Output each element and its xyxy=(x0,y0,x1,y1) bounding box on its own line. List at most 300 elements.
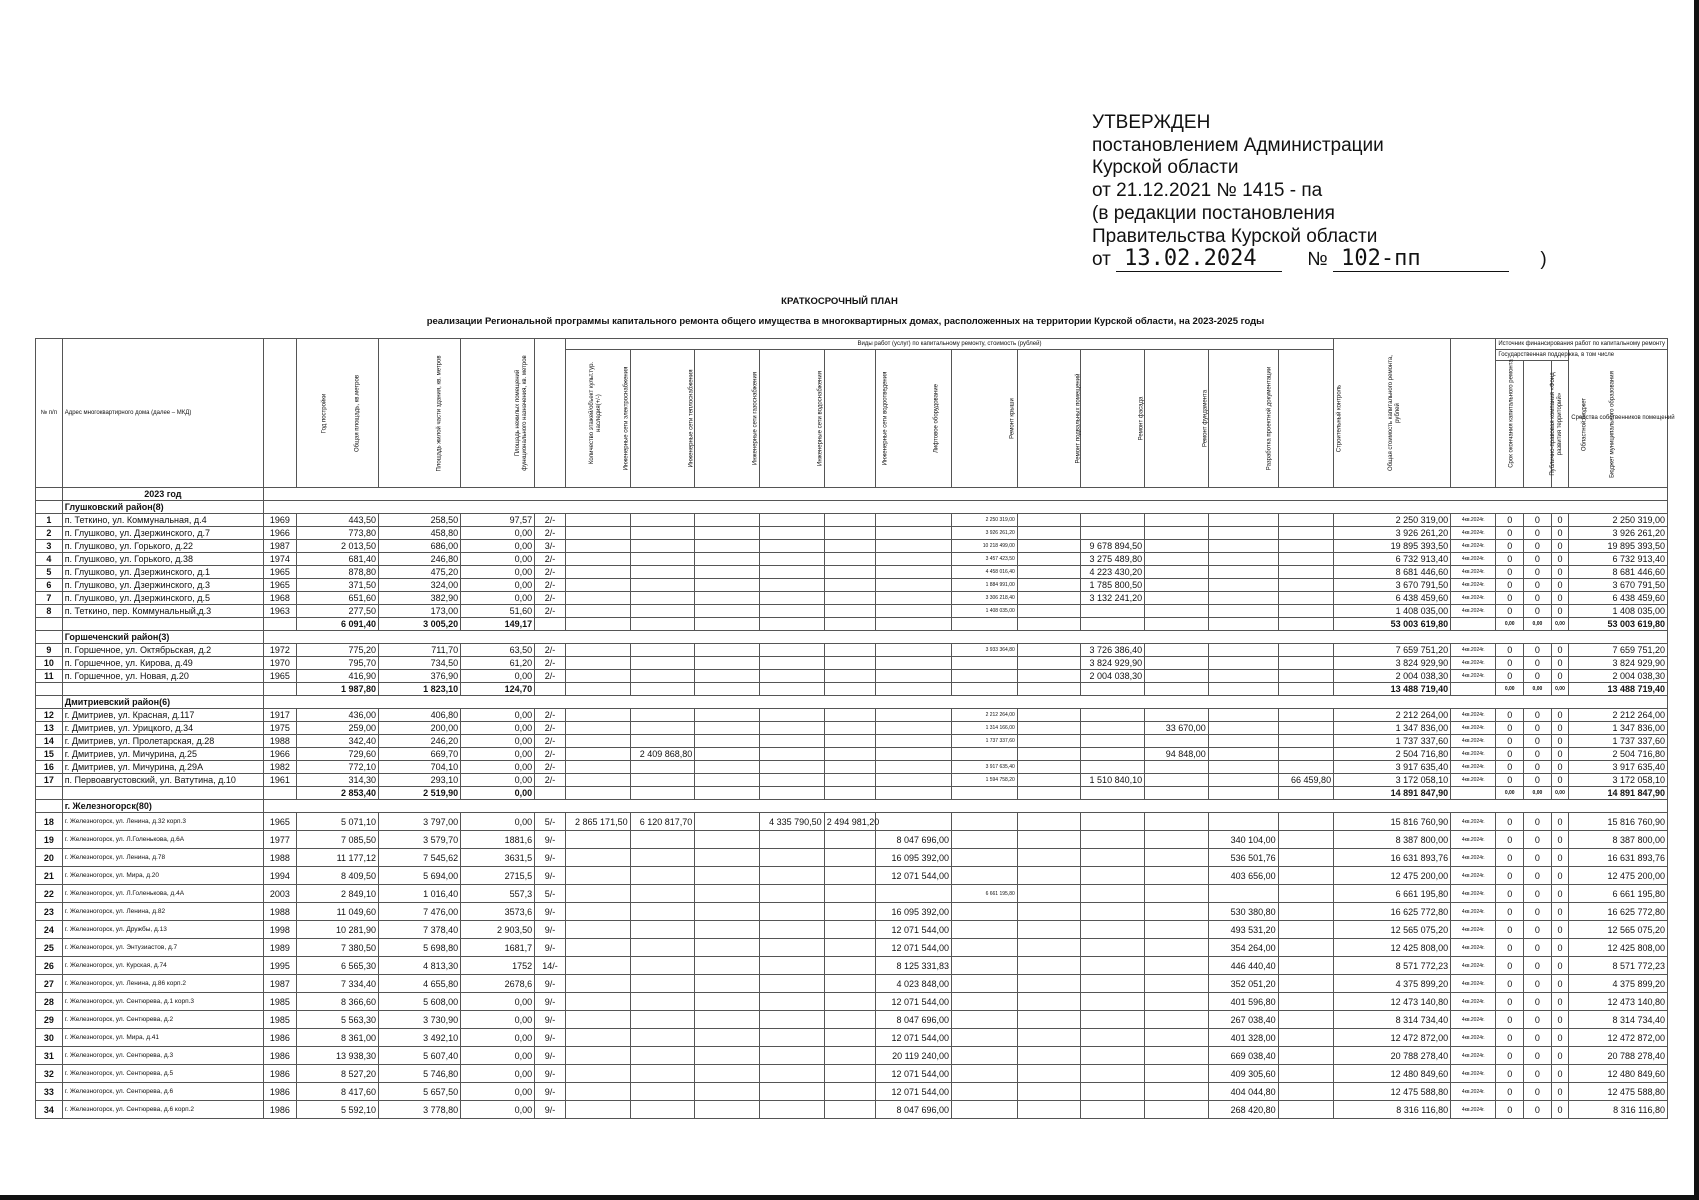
total-f2: 0,00 xyxy=(1524,683,1552,696)
empty-cell xyxy=(824,553,875,566)
empty-cell xyxy=(952,921,1018,939)
empty-cell xyxy=(1145,1047,1209,1065)
cell-area: 371,50 xyxy=(296,579,378,592)
cell-nonres: 557,3 xyxy=(461,885,535,903)
cell-f1: 0 xyxy=(1496,514,1524,527)
cell-year: 1989 xyxy=(263,939,296,957)
empty-cell xyxy=(695,867,760,885)
cell-area: 878,80 xyxy=(296,566,378,579)
cell-f2: 0 xyxy=(1524,1101,1552,1119)
empty-cell xyxy=(1145,787,1209,800)
cell-year: 1986 xyxy=(263,1083,296,1101)
cell-facade: 1 510 840,10 xyxy=(1081,774,1145,787)
empty-cell xyxy=(565,903,630,921)
cell-nonres: 0,00 xyxy=(461,566,535,579)
cell-own: 2 250 319,00 xyxy=(1569,514,1668,527)
cell-live: 669,70 xyxy=(379,748,461,761)
cell-f3: 0 xyxy=(1551,514,1568,527)
table-row xyxy=(36,1101,1668,1119)
cell-f2: 0 xyxy=(1524,748,1552,761)
empty-cell xyxy=(695,514,760,527)
cell-nonres: 0,00 xyxy=(461,579,535,592)
cell-addr: г. Железногорск, ул. Курская, д.74 xyxy=(62,957,263,975)
empty-cell xyxy=(1278,939,1333,957)
cell-f2: 0 xyxy=(1524,566,1552,579)
cell-area: 11 049,60 xyxy=(296,903,378,921)
cell-design: 536 501,76 xyxy=(1208,849,1278,867)
cell-f2: 0 xyxy=(1524,540,1552,553)
empty-cell xyxy=(695,849,760,867)
cell-own: 12 475 588,80 xyxy=(1569,1083,1668,1101)
empty-cell xyxy=(1017,527,1081,540)
empty-cell xyxy=(824,709,875,722)
empty-cell xyxy=(1145,579,1209,592)
empty-cell xyxy=(1017,748,1081,761)
cell-live: 200,00 xyxy=(379,722,461,735)
empty-cell xyxy=(565,975,630,993)
empty-cell xyxy=(630,1011,695,1029)
cell-addr: г. Железногорск, ул. Сентюрева, д.6 xyxy=(62,1083,263,1101)
empty-cell xyxy=(1017,1029,1081,1047)
empty-cell xyxy=(630,657,695,670)
cell-total: 7 659 751,20 xyxy=(1334,644,1451,657)
cell-f2: 0 xyxy=(1524,957,1552,975)
cell-area: 8 366,60 xyxy=(296,993,378,1011)
empty-cell xyxy=(1208,761,1278,774)
cell-area: 314,30 xyxy=(296,774,378,787)
empty-cell xyxy=(1208,813,1278,831)
cell-total: 4 375 899,20 xyxy=(1334,975,1451,993)
empty-cell xyxy=(876,605,952,618)
empty-cell xyxy=(876,566,952,579)
total-f1: 0,00 xyxy=(1496,787,1524,800)
empty-cell xyxy=(630,1047,695,1065)
empty-cell xyxy=(760,831,825,849)
empty-cell xyxy=(876,644,952,657)
cell-year: 1994 xyxy=(263,867,296,885)
cell-area: 13 938,30 xyxy=(296,1047,378,1065)
cell-year: 1986 xyxy=(263,1065,296,1083)
empty-cell xyxy=(630,579,695,592)
cell-n: 7 xyxy=(36,592,63,605)
empty-cell xyxy=(1017,618,1081,631)
cell-live: 406,80 xyxy=(379,709,461,722)
empty-cell xyxy=(565,993,630,1011)
empty-cell xyxy=(952,657,1018,670)
cell-area: 5 071,10 xyxy=(296,813,378,831)
cell-f2: 0 xyxy=(1524,903,1552,921)
empty-cell xyxy=(630,975,695,993)
empty-cell xyxy=(760,514,825,527)
col-heat: Инженерные сети теплоснабжения xyxy=(630,350,695,488)
cell-year: 1987 xyxy=(263,975,296,993)
cell-nonres: 0,00 xyxy=(461,1029,535,1047)
col-address: Адрес многоквартирного дома (далее – МКД) xyxy=(62,339,263,488)
empty-cell xyxy=(565,579,630,592)
empty-cell xyxy=(952,1011,1018,1029)
empty-cell xyxy=(565,885,630,903)
empty-cell xyxy=(1081,514,1145,527)
empty-cell xyxy=(1145,761,1209,774)
cell-roof: 3 917 635,40 xyxy=(952,761,1018,774)
empty-cell xyxy=(1451,787,1496,800)
cell-nonres: 0,00 xyxy=(461,553,535,566)
empty-cell xyxy=(1278,566,1333,579)
cell-roof: 3 306 218,40 xyxy=(952,592,1018,605)
cell-dl: 4кв.2024г. xyxy=(1451,885,1496,903)
empty-cell xyxy=(1145,867,1209,885)
cell-lift: 12 071 544,00 xyxy=(876,867,952,885)
cell-fl: 2/- xyxy=(535,774,566,787)
cell-roof: 1 594 758,20 xyxy=(952,774,1018,787)
empty-cell xyxy=(876,670,952,683)
empty-cell xyxy=(630,644,695,657)
empty-cell xyxy=(565,592,630,605)
empty-cell xyxy=(952,957,1018,975)
cell-lift: 8 125 331,83 xyxy=(876,957,952,975)
cell-year: 1974 xyxy=(263,553,296,566)
cell-area: 7 380,50 xyxy=(296,939,378,957)
empty-cell xyxy=(565,849,630,867)
cell-nonres: 0,00 xyxy=(461,670,535,683)
empty-cell xyxy=(1081,975,1145,993)
cell-nonres: 63,50 xyxy=(461,644,535,657)
empty-cell xyxy=(695,1065,760,1083)
cell-nonres: 0,00 xyxy=(461,761,535,774)
empty-cell xyxy=(1145,566,1209,579)
cell-year: 1963 xyxy=(263,605,296,618)
empty-cell xyxy=(1081,903,1145,921)
empty-cell xyxy=(565,1083,630,1101)
table-row xyxy=(36,540,1668,553)
empty-cell xyxy=(1208,553,1278,566)
cell-year: 1986 xyxy=(263,1101,296,1119)
cell-area: 7 085,50 xyxy=(296,831,378,849)
empty-cell xyxy=(760,1047,825,1065)
empty-cell xyxy=(630,774,695,787)
empty-cell xyxy=(760,579,825,592)
approval-line: от 21.12.2021 № 1415 - па xyxy=(1092,180,1323,202)
cell-f1: 0 xyxy=(1496,1011,1524,1029)
empty-cell xyxy=(630,592,695,605)
empty-cell xyxy=(695,527,760,540)
cell-n: 23 xyxy=(36,903,63,921)
cell-year: 1965 xyxy=(263,670,296,683)
cell-live: 5 694,00 xyxy=(379,867,461,885)
cell-live: 5 608,00 xyxy=(379,993,461,1011)
cell-roof: 3 926 261,20 xyxy=(952,527,1018,540)
empty-cell xyxy=(1208,644,1278,657)
cell-f1: 0 xyxy=(1496,566,1524,579)
cell-f3: 0 xyxy=(1551,921,1568,939)
cell-facade: 3 726 386,40 xyxy=(1081,644,1145,657)
cell-dl: 4кв.2024г. xyxy=(1451,1047,1496,1065)
cell-f2: 0 xyxy=(1524,657,1552,670)
empty-cell xyxy=(565,735,630,748)
cell-fl: 2/- xyxy=(535,553,566,566)
empty-cell xyxy=(1278,975,1333,993)
empty-cell xyxy=(565,921,630,939)
cell-year: 1961 xyxy=(263,774,296,787)
cell-total: 12 480 849,60 xyxy=(1334,1065,1451,1083)
cell-n: 11 xyxy=(36,670,63,683)
empty-cell xyxy=(630,527,695,540)
empty-cell xyxy=(1278,1083,1333,1101)
cell-fl: 9/- xyxy=(535,975,566,993)
empty-cell xyxy=(695,540,760,553)
empty-cell xyxy=(876,761,952,774)
empty-cell xyxy=(760,867,825,885)
cell-f2: 0 xyxy=(1524,975,1552,993)
empty-cell xyxy=(630,1029,695,1047)
cell-design: 340 104,00 xyxy=(1208,831,1278,849)
cell-area: 773,80 xyxy=(296,527,378,540)
closing-bracket: ) xyxy=(1540,249,1547,271)
cell-dl: 4кв.2024г. xyxy=(1451,553,1496,566)
total-live: 1 823,10 xyxy=(379,683,461,696)
empty-cell xyxy=(36,683,63,696)
cell-f3: 0 xyxy=(1551,748,1568,761)
cell-own: 12 425 808,00 xyxy=(1569,939,1668,957)
cell-design: 404 044,80 xyxy=(1208,1083,1278,1101)
total-area: 2 853,40 xyxy=(296,787,378,800)
empty-cell xyxy=(824,849,875,867)
empty-cell xyxy=(760,670,825,683)
cell-f2: 0 xyxy=(1524,761,1552,774)
empty-cell xyxy=(824,957,875,975)
empty-cell xyxy=(876,885,952,903)
empty-cell xyxy=(565,761,630,774)
cell-dl: 4кв.2024г. xyxy=(1451,748,1496,761)
cell-own: 6 438 459,60 xyxy=(1569,592,1668,605)
table-row xyxy=(36,975,1668,993)
cell-design: 669 038,40 xyxy=(1208,1047,1278,1065)
cell-lift: 12 071 544,00 xyxy=(876,1029,952,1047)
total-own: 13 488 719,40 xyxy=(1569,683,1668,696)
empty-cell xyxy=(695,709,760,722)
cell-f2: 0 xyxy=(1524,709,1552,722)
cell-addr: г. Железногорск, ул. Сентюрева, д.2 xyxy=(62,1011,263,1029)
empty-cell xyxy=(1208,683,1278,696)
cell-facade: 2 004 038,30 xyxy=(1081,670,1145,683)
handwritten-date: 13.02.2024 xyxy=(1116,248,1282,272)
empty-cell xyxy=(1278,1101,1333,1119)
cell-f1: 0 xyxy=(1496,975,1524,993)
empty-cell xyxy=(1081,885,1145,903)
cell-live: 704,10 xyxy=(379,761,461,774)
empty-cell xyxy=(1278,921,1333,939)
empty-cell xyxy=(1208,748,1278,761)
cell-year: 1977 xyxy=(263,831,296,849)
section-name: Горшеченский район(3) xyxy=(62,631,263,644)
cell-fl: 2/- xyxy=(535,644,566,657)
cell-total: 12 475 200,00 xyxy=(1334,867,1451,885)
cell-total: 3 926 261,20 xyxy=(1334,527,1451,540)
cell-facade: 3 275 489,80 xyxy=(1081,553,1145,566)
cell-dl: 4кв.2024г. xyxy=(1451,939,1496,957)
cell-nonres: 0,00 xyxy=(461,1065,535,1083)
cell-total: 3 824 929,90 xyxy=(1334,657,1451,670)
cell-design: 493 531,20 xyxy=(1208,921,1278,939)
cell-addr: п. Глушково, ул. Горького, д.38 xyxy=(62,553,263,566)
cell-area: 2 849,10 xyxy=(296,885,378,903)
empty-cell xyxy=(263,787,296,800)
cell-f2: 0 xyxy=(1524,885,1552,903)
empty-cell xyxy=(824,761,875,774)
cell-n: 30 xyxy=(36,1029,63,1047)
empty-cell xyxy=(1208,722,1278,735)
empty-cell xyxy=(695,885,760,903)
approval-stamp xyxy=(1092,112,1547,272)
empty-cell xyxy=(695,579,760,592)
cell-live: 3 730,90 xyxy=(379,1011,461,1029)
cell-fl: 9/- xyxy=(535,1065,566,1083)
empty-cell xyxy=(695,903,760,921)
cell-f2: 0 xyxy=(1524,1011,1552,1029)
year-label: 2023 год xyxy=(62,488,263,501)
section-header xyxy=(36,800,1668,813)
total-f2: 0,00 xyxy=(1524,618,1552,631)
cell-addr: п. Глушково, ул. Дзержинского, д.3 xyxy=(62,579,263,592)
cell-year: 1965 xyxy=(263,579,296,592)
cell-f3: 0 xyxy=(1551,993,1568,1011)
cell-addr: п. Горшечное, ул. Кирова, д.49 xyxy=(62,657,263,670)
cell-addr: г. Железногорск, ул. Сентюрева, д.3 xyxy=(62,1047,263,1065)
cell-n: 13 xyxy=(36,722,63,735)
cell-f1: 0 xyxy=(1496,1029,1524,1047)
cell-live: 1 016,40 xyxy=(379,885,461,903)
cell-f3: 0 xyxy=(1551,957,1568,975)
col-no: № п/п xyxy=(36,339,63,488)
cell-f1: 0 xyxy=(1496,540,1524,553)
cell-f1: 0 xyxy=(1496,939,1524,957)
cell-dl: 4кв.2024г. xyxy=(1451,957,1496,975)
cell-f1: 0 xyxy=(1496,813,1524,831)
empty-cell xyxy=(1278,540,1333,553)
cell-fl: 9/- xyxy=(535,921,566,939)
cell-n: 18 xyxy=(36,813,63,831)
cell-own: 12 473 140,80 xyxy=(1569,993,1668,1011)
cell-area: 259,00 xyxy=(296,722,378,735)
empty-cell xyxy=(630,683,695,696)
empty-cell xyxy=(630,1101,695,1119)
empty-cell xyxy=(760,644,825,657)
empty-cell xyxy=(1081,1065,1145,1083)
cell-f2: 0 xyxy=(1524,831,1552,849)
cell-total: 8 571 772,23 xyxy=(1334,957,1451,975)
empty-cell xyxy=(760,774,825,787)
section-header xyxy=(36,631,1668,644)
cell-addr: г. Железногорск, ул. Ленина, д.82 xyxy=(62,903,263,921)
cell-year: 1968 xyxy=(263,592,296,605)
empty-cell xyxy=(1017,957,1081,975)
cell-total: 2 250 319,00 xyxy=(1334,514,1451,527)
empty-cell xyxy=(760,957,825,975)
empty-cell xyxy=(952,618,1018,631)
cell-fl: 2/- xyxy=(535,605,566,618)
cell-total: 12 473 140,80 xyxy=(1334,993,1451,1011)
empty-cell xyxy=(1081,709,1145,722)
empty-cell xyxy=(1017,975,1081,993)
cell-n: 5 xyxy=(36,566,63,579)
cell-fl: 9/- xyxy=(535,1047,566,1065)
empty-cell xyxy=(1017,921,1081,939)
empty-cell xyxy=(630,670,695,683)
empty-cell xyxy=(1017,592,1081,605)
cell-dl: 4кв.2024г. xyxy=(1451,605,1496,618)
cell-own: 8 387 800,00 xyxy=(1569,831,1668,849)
cell-f2: 0 xyxy=(1524,1065,1552,1083)
empty-cell xyxy=(824,787,875,800)
empty-cell xyxy=(1017,761,1081,774)
cell-own: 2 004 038,30 xyxy=(1569,670,1668,683)
total-live: 2 519,90 xyxy=(379,787,461,800)
cell-own: 6 732 913,40 xyxy=(1569,553,1668,566)
cell-own: 1 347 836,00 xyxy=(1569,722,1668,735)
cell-f3: 0 xyxy=(1551,644,1568,657)
section-header xyxy=(36,501,1668,514)
empty-cell xyxy=(1017,540,1081,553)
empty-cell xyxy=(630,722,695,735)
cell-dl: 4кв.2024г. xyxy=(1451,831,1496,849)
cell-n: 22 xyxy=(36,885,63,903)
empty-cell xyxy=(952,1065,1018,1083)
empty-cell xyxy=(1081,605,1145,618)
empty-cell xyxy=(1017,939,1081,957)
table-row xyxy=(36,579,1668,592)
cell-dl: 4кв.2024г. xyxy=(1451,592,1496,605)
cell-addr: г. Железногорск, ул. Мира, д.41 xyxy=(62,1029,263,1047)
cell-dl: 4кв.2024г. xyxy=(1451,644,1496,657)
total-f3: 0,00 xyxy=(1551,683,1568,696)
table-row xyxy=(36,592,1668,605)
cell-f2: 0 xyxy=(1524,849,1552,867)
cell-f2: 0 xyxy=(1524,774,1552,787)
empty-cell xyxy=(876,774,952,787)
cell-f2: 0 xyxy=(1524,867,1552,885)
cell-dl: 4кв.2024г. xyxy=(1451,540,1496,553)
empty-cell xyxy=(952,813,1018,831)
cell-fl: 2/- xyxy=(535,514,566,527)
empty-cell xyxy=(630,605,695,618)
cell-n: 12 xyxy=(36,709,63,722)
empty-cell xyxy=(1145,939,1209,957)
empty-cell xyxy=(760,993,825,1011)
empty-cell xyxy=(876,813,952,831)
col-lift: Лифтовое оборудование xyxy=(876,350,952,488)
cell-year: 1986 xyxy=(263,1029,296,1047)
cell-f2: 0 xyxy=(1524,644,1552,657)
empty-cell xyxy=(1081,1011,1145,1029)
cell-nonres: 0,00 xyxy=(461,1083,535,1101)
cell-f1: 0 xyxy=(1496,831,1524,849)
empty-cell xyxy=(1145,735,1209,748)
cell-f3: 0 xyxy=(1551,605,1568,618)
empty-cell xyxy=(565,867,630,885)
total-f2: 0,00 xyxy=(1524,787,1552,800)
empty-cell xyxy=(565,540,630,553)
col-gas: Инженерные сети газоснабжения xyxy=(695,350,760,488)
cell-addr: г. Железногорск, ул. Сентюрева, д.1 корп.3 xyxy=(62,993,263,1011)
cell-fl: 9/- xyxy=(535,849,566,867)
table-row xyxy=(36,735,1668,748)
cell-year: 1970 xyxy=(263,657,296,670)
empty-cell xyxy=(824,774,875,787)
empty-cell xyxy=(1278,885,1333,903)
empty-cell xyxy=(1017,867,1081,885)
empty-cell xyxy=(565,1011,630,1029)
cell-f3: 0 xyxy=(1551,709,1568,722)
